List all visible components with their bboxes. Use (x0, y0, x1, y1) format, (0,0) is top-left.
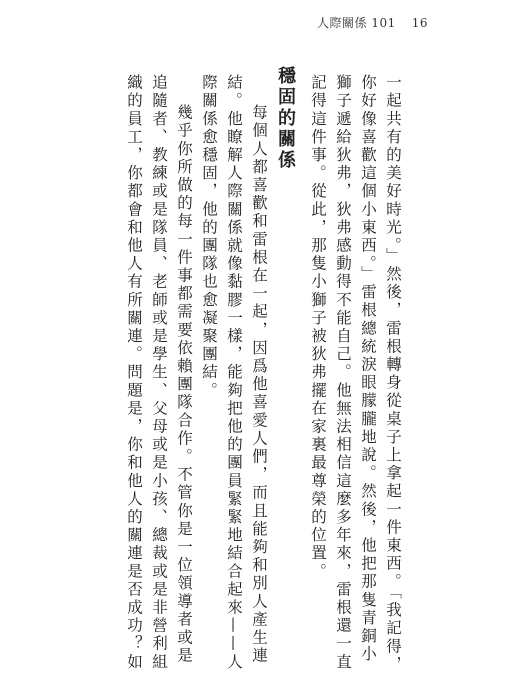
text-column: 際關係愈穩固，他的團隊也愈凝聚團結。 (200, 74, 218, 400)
page-number: 16 (411, 16, 428, 30)
text-column: 記得這件事。從此，那隻小獅子被狄弗擺在家裏最尊榮的位置。 (309, 74, 327, 581)
text-column: 獅子遞給狄弗，狄弗感動得不能自己。他無法相信這麼多年來，雷根還一直 (334, 74, 352, 672)
running-header (317, 14, 428, 31)
text-column: 一起共有的美好時光。」然後，雷根轉身從桌子上拿起一件東西。「我記得， (384, 74, 402, 674)
text-column: 幾乎你所做的每一件事都需要依賴團隊合作。不管你是一位領導者或是 (175, 104, 193, 666)
header-title-number: 101 (371, 16, 396, 30)
header-title-text: 人際關係 (316, 16, 367, 30)
text-column: 結。他瞭解人際關係就像黏膠一樣，能夠把他的團員緊緊地結合起來——人 (225, 74, 243, 672)
text-column: 你好像喜歡這個小東西。」雷根總統淚眼朦朧地說。然後，他把那隻青銅小 (359, 74, 377, 664)
header-title (317, 14, 396, 31)
text-column: 織的員工，你都會和他人有所關連。問題是，你和他人的關連是否成功？如 (125, 74, 143, 672)
text-column: 追隨者、教練或是隊員、老師或是學生、父母或是小孩、總裁或是非營利組 (150, 74, 168, 672)
text-column: 每個人都喜歡和雷根在一起，因爲他喜愛人們，而且能夠和別人產生連 (250, 104, 268, 666)
section-heading: 穩固的關係 (275, 66, 296, 171)
